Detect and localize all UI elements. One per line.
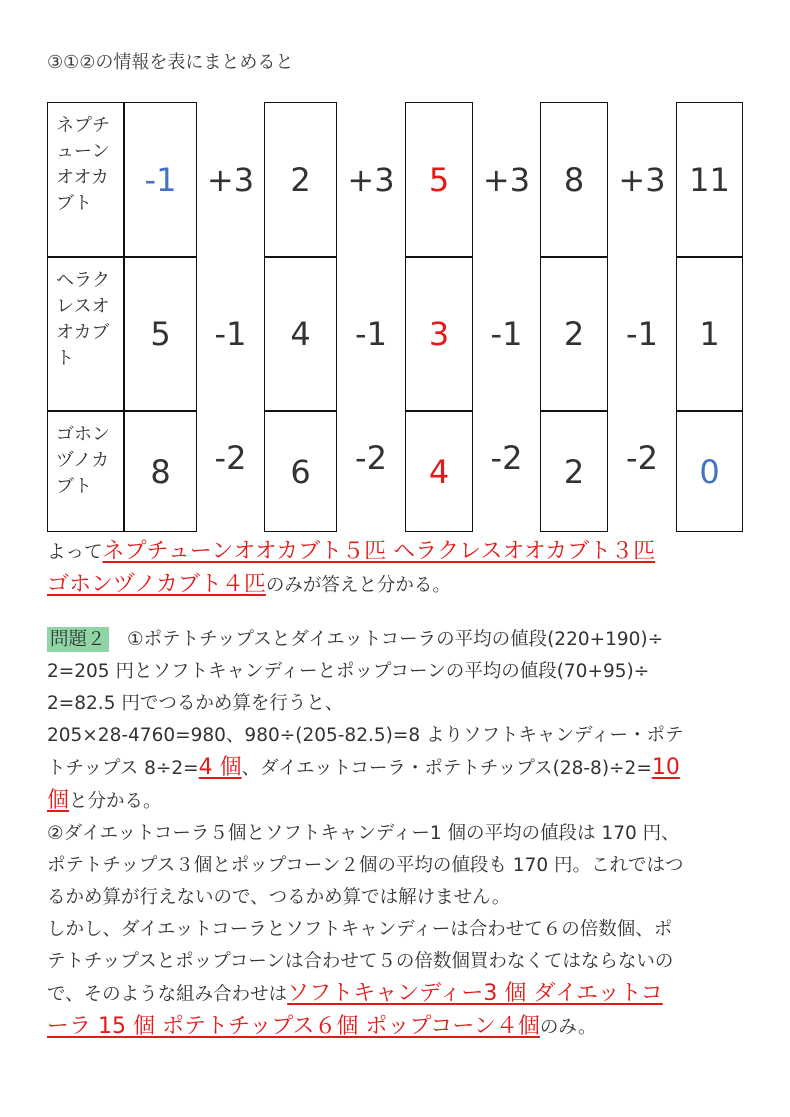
row-label-line: レスオ [56, 296, 110, 317]
cell-value: 3 [428, 315, 450, 353]
answer-combination-1: ソフトキャンディー3 個 ダイエットコ [287, 981, 663, 1006]
step-operator: -1 [214, 315, 247, 353]
cell-value: 11 [689, 160, 730, 199]
row-label-line: ブト [56, 476, 92, 497]
value-cell [405, 411, 473, 532]
conclusion-prefix: よって [47, 542, 103, 563]
p3-line-a: しかし、ダイエットコーラとソフトキャンディーは合わせて６の倍数個、ポ [47, 919, 673, 940]
value-cell [676, 257, 743, 411]
value-cell [676, 102, 743, 257]
step-operator: -2 [214, 438, 247, 477]
value-cell [676, 411, 743, 532]
row-label [47, 411, 124, 532]
p3-line-b: テトチップスとポップコーンは合わせて５の倍数個買わなくてはならないの [47, 951, 674, 972]
value-cell [124, 102, 197, 257]
row-label-line: ヘラク [56, 270, 110, 291]
p3-line-c-pre: で、そのような組み合わせは [47, 984, 288, 1005]
problem2-paragraph [47, 624, 747, 1044]
step-operator: -1 [355, 315, 387, 353]
cell-value: 0 [699, 452, 720, 491]
answer-combination-2: ーラ 15 個 ポテトチップス６個 ポップコーン４個 [47, 1014, 540, 1039]
cell-value: 5 [428, 160, 450, 199]
row-label [47, 102, 124, 257]
value-cell [124, 411, 197, 532]
p1-line-e-pre: トチップス 8÷2= [47, 758, 199, 779]
step-operator: -2 [355, 438, 387, 477]
row-label-line: ューン [56, 141, 110, 162]
row-label-line: ネプチ [56, 115, 110, 136]
p1-line-e-mid: 、ダイエットコーラ・ポテトチップス(28-8)÷2= [241, 758, 652, 779]
cell-value: -1 [144, 160, 177, 199]
p1-line-b: 2=205 円とソフトキャンディーとポップコーンの平均の値段(70+95)÷ [47, 661, 650, 682]
cell-value: 2 [563, 452, 585, 491]
value-cell [405, 257, 473, 411]
value-cell [264, 411, 337, 532]
value-cell [124, 257, 197, 411]
value-cell [540, 102, 608, 257]
row-label-line: ト [56, 348, 74, 369]
p2-line-a: ②ダイエットコーラ５個とソフトキャンディー1 個の平均の値段は 170 円、 [47, 823, 680, 844]
conclusion-paragraph [47, 536, 747, 602]
problem2-tag: 問題２ [47, 627, 109, 652]
p2-line-b: ポテトチップス３個とポップコーン２個の平均の値段も 170 円。これではつ [47, 855, 684, 876]
step-operator: +3 [618, 160, 666, 199]
cell-value: 2 [563, 315, 585, 353]
step-operator: +3 [347, 160, 395, 199]
cell-value: 4 [290, 315, 311, 353]
row-label-line: ゴホン [56, 424, 110, 445]
p1-line-c: 2=82.5 円でつるかめ算を行うと、 [47, 693, 344, 714]
row-label-line: オカブ [56, 322, 110, 343]
step-operator: -2 [490, 438, 523, 477]
answer-10-unit: 個 [47, 788, 70, 813]
step-operator: -1 [626, 315, 658, 353]
row-label-line: ブト [56, 193, 92, 214]
cell-value: 4 [428, 452, 450, 491]
cell-value: 6 [290, 452, 311, 491]
value-cell [264, 102, 337, 257]
cell-value: 5 [150, 315, 171, 353]
answer-highlight-line1: ネプチューンオオカブト５匹 ヘラクレスオオカブト３匹 [102, 539, 656, 564]
row-label-line: ヅノカ [56, 450, 110, 471]
step-operator: +3 [206, 160, 255, 199]
p1-line-f-post: と分かる。 [69, 791, 162, 812]
cell-value: 8 [150, 452, 171, 491]
cell-value: 1 [699, 315, 720, 353]
value-cell [264, 257, 337, 411]
answer-4-pieces: 4 個 [198, 755, 242, 780]
row-label-line: オオカ [56, 167, 109, 188]
conclusion-suffix: のみが答えと分かる。 [265, 575, 451, 596]
value-cell [540, 411, 608, 532]
value-cell [405, 102, 473, 257]
p3-line-d-post: のみ。 [539, 1017, 597, 1038]
row-label [47, 257, 124, 411]
step-operator: -2 [626, 438, 658, 477]
answer-highlight-line2: ゴホンヅノカブト４匹 [47, 572, 266, 597]
step-operator: -1 [490, 315, 523, 353]
value-cell [540, 257, 608, 411]
answer-10: 10 [651, 755, 680, 780]
cell-value: 8 [563, 160, 585, 199]
step-operator: +3 [482, 160, 531, 199]
p1-line-d: 205×28-4760=980、980÷(205-82.5)=8 よりソフトキャンディー・ポテ [47, 725, 684, 746]
section-heading: ③①②の情報を表にまとめると [47, 52, 294, 73]
p2-line-c: るかめ算が行えないので、つるかめ算では解けません。 [47, 887, 511, 908]
p1-line-a: ①ポテトチップスとダイエットコーラの平均の値段(220+190)÷ [108, 629, 664, 650]
cell-value: 2 [290, 160, 311, 199]
